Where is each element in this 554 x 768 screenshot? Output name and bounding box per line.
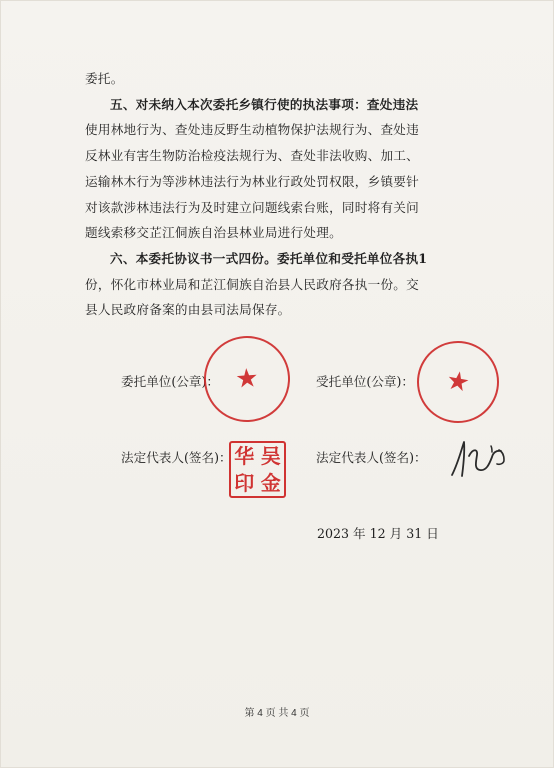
text-line-9: 份，怀化市林业局和芷江侗族自治县人民政府各执一份。交: [85, 276, 419, 292]
handwritten-signature: [447, 438, 510, 480]
personal-seal-char: 印: [234, 470, 255, 495]
official-seal-left: [201, 333, 293, 425]
left-representative-label: 法定代表人(签名)：: [121, 450, 232, 465]
text-line-1: 委托。: [85, 71, 124, 86]
text-line-5: 运输林木行为等涉林违法行为林业行政处罚权限，乡镇要针: [85, 173, 419, 189]
text-line-2: 五、对未纳入本次委托乡镇行使的执法事项：查处违法: [110, 96, 419, 112]
personal-seal-char: 吴: [260, 444, 281, 469]
personal-seal-char: 金: [260, 470, 281, 495]
text-line-7: 题线索移交芷江侗族自治县林业局进行处理。: [85, 225, 342, 241]
star-icon: ★: [443, 365, 473, 399]
right-representative-label: 法定代表人(签名)：: [316, 450, 427, 465]
text-line-10: 县人民政府备案的由县司法局保存。: [85, 302, 291, 318]
body-text: [85, 66, 470, 323]
document-date: 2023 年 12 月 31 日: [317, 526, 439, 541]
star-icon: ★: [234, 363, 260, 395]
text-line-3: 使用林地行为、查处违反野生动植物保护法规行为、查处违: [85, 122, 419, 138]
personal-seal-char: 华: [234, 444, 255, 469]
text-line-4: 反林业有害生物防治检疫法规行为、查处非法收购、加工、: [85, 148, 419, 164]
personal-seal: [229, 441, 286, 498]
official-seal-right: [411, 335, 506, 430]
right-unit-label: 受托单位(公章)：: [316, 374, 414, 389]
text-line-8: 六、本委托协议书一式四份。委托单位和受托单位各执1: [110, 250, 428, 266]
left-unit-label: 委托单位(公章)：: [121, 374, 219, 389]
text-line-6: 对该款涉林违法行为及时建立问题线索台账，同时将有关问: [85, 199, 419, 215]
page-footer: 第 4 页 共 4 页: [244, 708, 310, 719]
